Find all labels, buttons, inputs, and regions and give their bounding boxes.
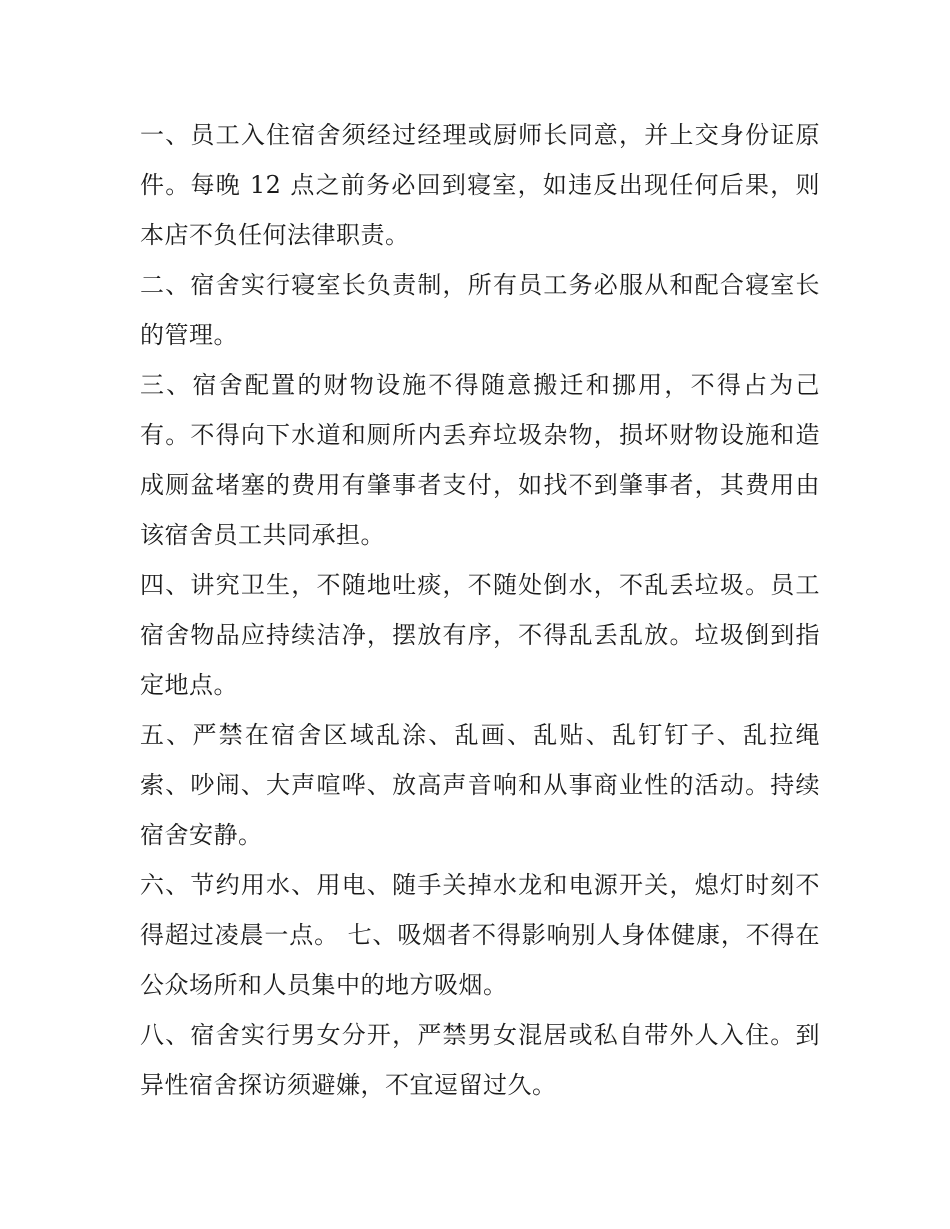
rule-paragraph-1: 一、员工入住宿舍须经过经理或厨师长同意，并上交身份证原件。每晚 12 点之前务必回到寝室，如违反出现任何后果，则本店不负任何法律职责。 bbox=[140, 121, 820, 249]
rule-paragraph-8: 八、宿舍实行男女分开，严禁男女混居或私自带外人入住。到异性宿舍探访须避嫌，不宜逗留过久。 bbox=[140, 1021, 820, 1099]
rule-paragraph-5: 五、严禁在宿舍区域乱涂、乱画、乱贴、乱钉钉子、乱拉绳索、吵闹、大声喧哗、放高声音响和从事商业性的活动。持续宿舍安静。 bbox=[140, 721, 820, 849]
rule-paragraph-2: 二、宿舍实行寝室长负责制，所有员工务必服从和配合寝室长的管理。 bbox=[140, 271, 820, 349]
rule-paragraph-6: 六、节约用水、用电、随手关掉水龙和电源开关，熄灯时刻不得超过凌晨一点。 七、吸烟者不得影响别人身体健康，不得在公众场所和人员集中的地方吸烟。 bbox=[140, 871, 820, 999]
rule-paragraph-4: 四、讲究卫生，不随地吐痰，不随处倒水，不乱丢垃圾。员工宿舍物品应持续洁净，摆放有序，不得乱丢乱放。垃圾倒到指定地点。 bbox=[140, 571, 820, 699]
rule-paragraph-3: 三、宿舍配置的财物设施不得随意搬迁和挪用，不得占为己有。不得向下水道和厕所内丢弃垃圾杂物，损坏财物设施和造成厕盆堵塞的费用有肇事者支付，如找不到肇事者，其费用由该宿舍员工共同承担。 bbox=[140, 371, 820, 549]
document-body bbox=[140, 110, 820, 1110]
